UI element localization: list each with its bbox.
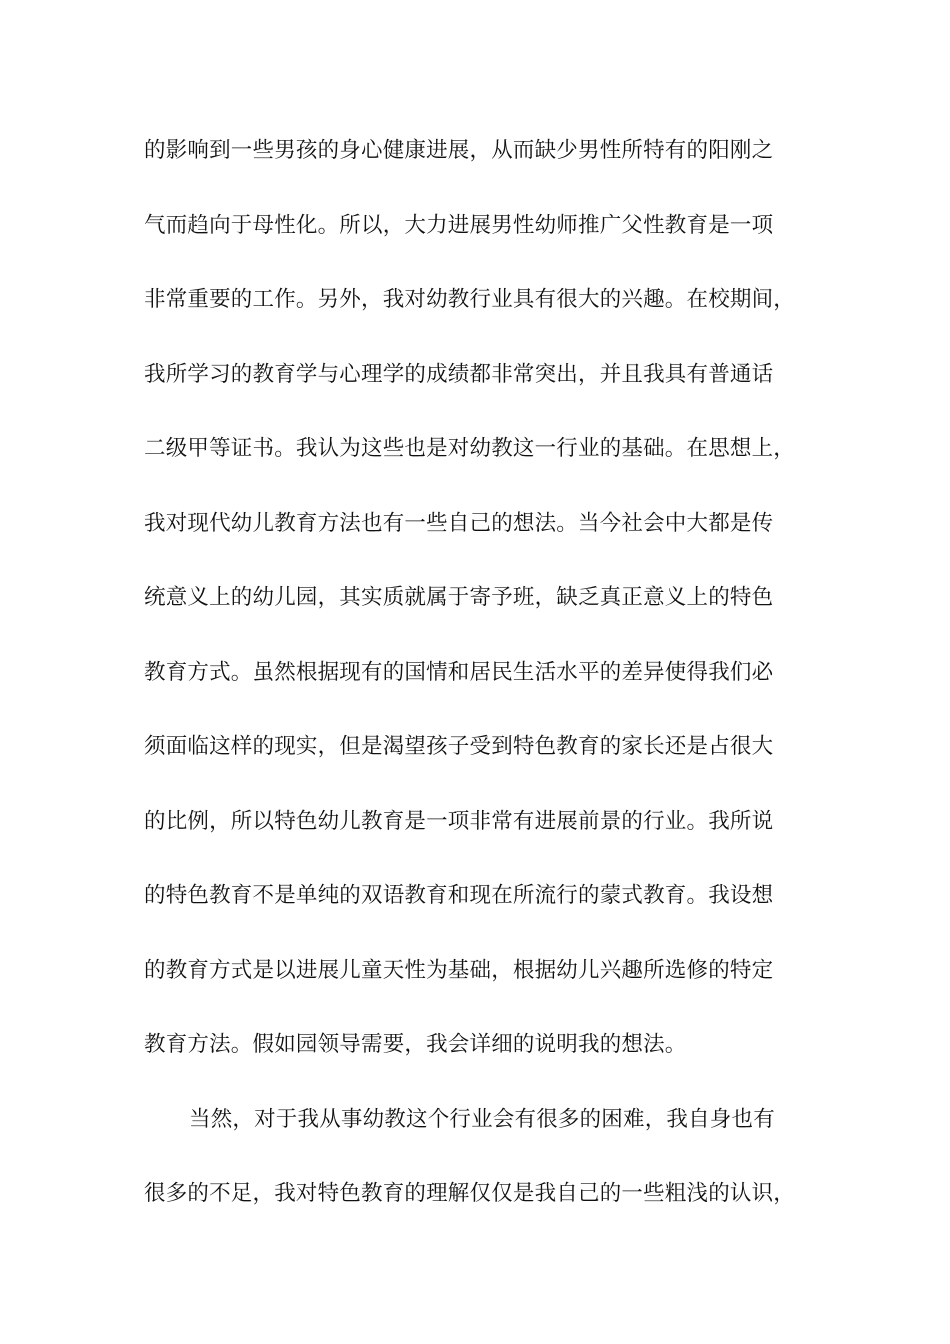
text-line: 教育方式。虽然根据现有的国情和居民生活水平的差异使得我们必: [144, 659, 774, 685]
body-text: [144, 128, 824, 1246]
text-line: 的特色教育不是单纯的双语教育和现在所流行的蒙式教育。我设想: [144, 883, 774, 908]
text-line: 统意义上的幼儿园，其实质就属于寄予班，缺乏真正意义上的特色: [144, 585, 774, 610]
text-line: 二级甲等证书。我认为这些也是对幼教这一行业的基础。在思想上，: [144, 436, 796, 461]
text-line: 我所学习的教育学与心理学的成绩都非常突出，并且我具有普通话: [144, 361, 774, 387]
text-line: 气而趋向于母性化。所以，大力进展男性幼师推广父性教育是一项: [144, 212, 774, 238]
text-line: 的教育方式是以进展儿童天性为基础，根据幼儿兴趣所选修的特定: [144, 957, 774, 983]
text-line: 的比例，所以特色幼儿教育是一项非常有进展前景的行业。我所说: [144, 808, 774, 834]
text-line: 我对现代幼儿教育方法也有一些自己的想法。当今社会中大都是传: [144, 510, 774, 536]
text-line: 的影响到一些男孩的身心健康进展，从而缺少男性所特有的阳刚之: [144, 138, 774, 163]
text-line: 非常重要的工作。另外，我对幼教行业具有很大的兴趣。在校期间，: [144, 287, 796, 312]
text-line: 很多的不足，我对特色教育的理解仅仅是我自己的一些粗浅的认识，: [144, 1181, 796, 1206]
paragraph-start-line: 当然，对于我从事幼教这个行业会有很多的困难，我自身也有: [189, 1106, 775, 1132]
text-line: 须面临这样的现实，但是渴望孩子受到特色教育的家长还是占很大: [144, 734, 774, 759]
text-line: 教育方法。假如园领导需要，我会详细的说明我的想法。: [144, 1032, 687, 1057]
